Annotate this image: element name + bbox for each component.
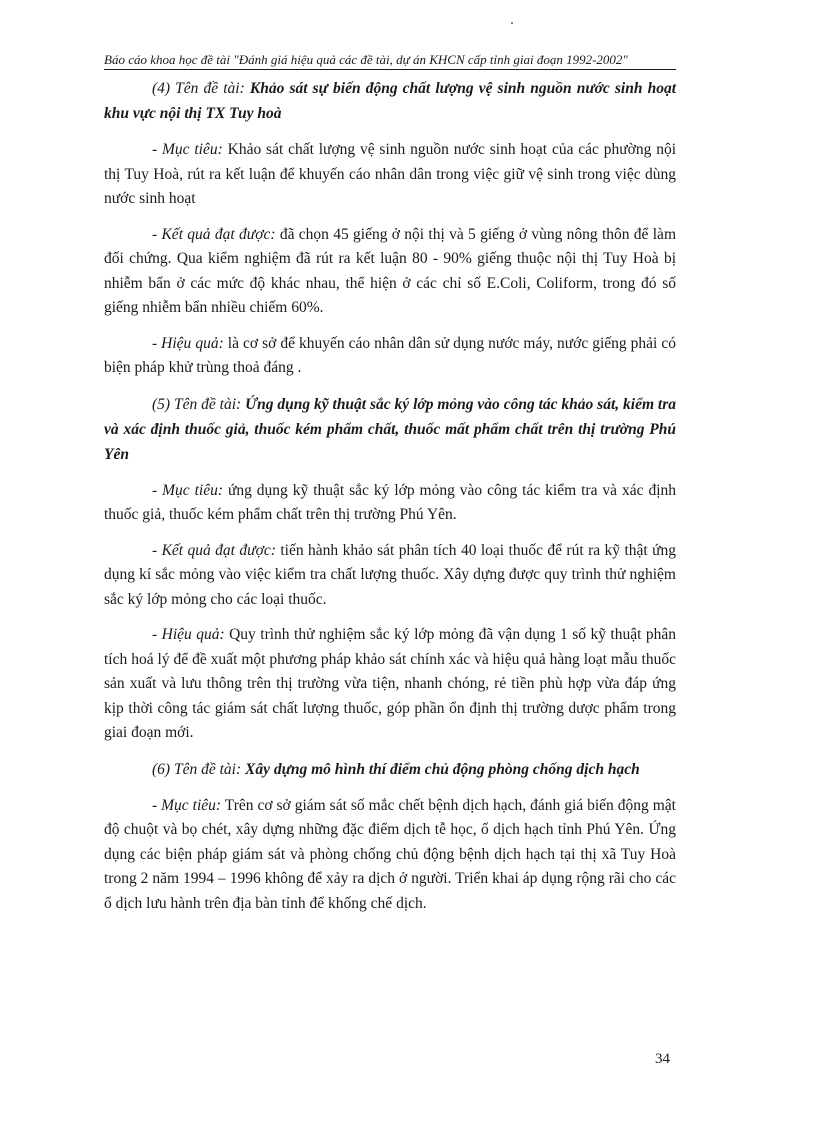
para-label: - Mục tiêu: (152, 796, 222, 814)
topic-title (104, 392, 676, 467)
effect-paragraph (104, 623, 676, 746)
para-text: Trên cơ sở giám sát số mắc chết bệnh dịch hạch, đánh giá biến động mật độ chuột và bọ chét, xây dựng những đặc điểm dịch tễ học, ổ dịch hạch tỉnh Phú Yên. Ứng dụng các biện pháp giám sát và phòng chống chủ động bệnh dịch hạch tại thị xã Tuy Hoà trong 2 năm 1994 – 1996 không để xảy ra dịch ở người. Triển khai áp dụng rộng rãi cho các ổ dịch lưu hành trên địa bàn tỉnh để khống chế dịch. (104, 796, 676, 912)
result-paragraph (104, 539, 676, 613)
scan-speck (511, 22, 513, 24)
page-number: 34 (655, 1051, 670, 1067)
para-label: - Mục tiêu: (152, 481, 223, 499)
topic-section (104, 392, 676, 746)
topic-lead: (4) Tên đề tài: (152, 80, 245, 97)
para-text: là cơ sở để khuyến cáo nhân dân sử dụng nước máy, nước giếng phải có biện pháp khử trùng thoả đáng . (104, 334, 677, 376)
topic-lead: (5) Tên đề tài: (152, 395, 242, 413)
topic-name: Ứng dụng kỹ thuật sắc ký lớp mỏng vào công tác khảo sát, kiểm tra và xác định thuốc giả, thuốc kém phẩm chất, thuốc mất phẩm chất trên thị trường Phú Yên (104, 395, 677, 463)
objective-paragraph (104, 138, 676, 212)
topic-title (104, 757, 676, 782)
objective-paragraph (104, 479, 676, 528)
topic-title (104, 76, 676, 126)
para-text: đã chọn 45 giếng ở nội thị và 5 giếng ở vùng nông thôn để làm đối chứng. Qua kiểm nghiệm đã rút ra kết luận 80 - 90% giếng thuộc nội thị Tuy Hoà bị nhiễm bẩn ở các mức độ khác nhau, thể hiện ở các chỉ số E.Coli, Coliform, trong đó số giếng nhiễm bẩn nhiều chiếm 60%. (104, 225, 676, 316)
topic-name: Khảo sát sự biến động chất lượng vệ sinh nguồn nước sinh hoạt khu vực nội thị TX Tuy hoà (104, 80, 677, 122)
document-page (104, 52, 676, 927)
para-label: - Kết quả đạt được: (152, 225, 276, 243)
running-header: Báo cáo khoa học đề tài "Đánh giá hiệu quả các đề tài, dự án KHCN cấp tỉnh giai đoạn 1992-2002" (104, 52, 676, 70)
topic-section (104, 757, 676, 917)
para-label: - Mục tiêu: (152, 141, 223, 158)
para-label: - Kết quả đạt được: (152, 541, 276, 559)
topic-lead: (6) Tên đề tài: (152, 760, 242, 778)
result-paragraph (104, 223, 676, 321)
topic-name: Xây dựng mô hình thí điểm chủ động phòng chống dịch hạch (244, 760, 640, 778)
para-label: - Hiệu quả: (152, 626, 225, 643)
para-text: ứng dụng kỹ thuật sắc ký lớp mỏng vào công tác kiểm tra và xác định thuốc giả, thuốc kém phẩm chất trên thị trường Phú Yên. (104, 481, 677, 523)
para-text: tiến hành khảo sát phân tích 40 loại thuốc để rút ra kỹ thật ứng dụng kí sắc mỏng vào việc kiểm tra chất lượng thuốc. Xây dựng được quy trình thử nghiệm sắc ký lớp mỏng cho các loại thuốc. (104, 541, 676, 608)
para-text: Quy trình thử nghiệm sắc ký lớp mỏng đã vận dụng 1 số kỹ thuật phân tích hoá lý để đề xuất một phương pháp khảo sát chính xác và hiệu quả hàng loạt mẫu thuốc sản xuất và lưu thông trên thị trường vừa tiện, nhanh chóng, rẻ tiền phù hợp vừa đáp ứng kịp thời công tác giám sát chất lượng thuốc, góp phần ổn định thị trường dược phẩm trong giai đoạn mới. (104, 626, 677, 741)
para-text: Khảo sát chất lượng vệ sinh nguồn nước sinh hoạt của các phường nội thị Tuy Hoà, rút ra kết luận để khuyến cáo nhân dân trong việc giữ vệ sinh trong việc dùng nước sinh hoạt (104, 141, 676, 207)
effect-paragraph (104, 332, 676, 381)
objective-paragraph (104, 794, 676, 917)
para-label: - Hiệu quả: (152, 334, 224, 352)
topic-section (104, 76, 676, 381)
